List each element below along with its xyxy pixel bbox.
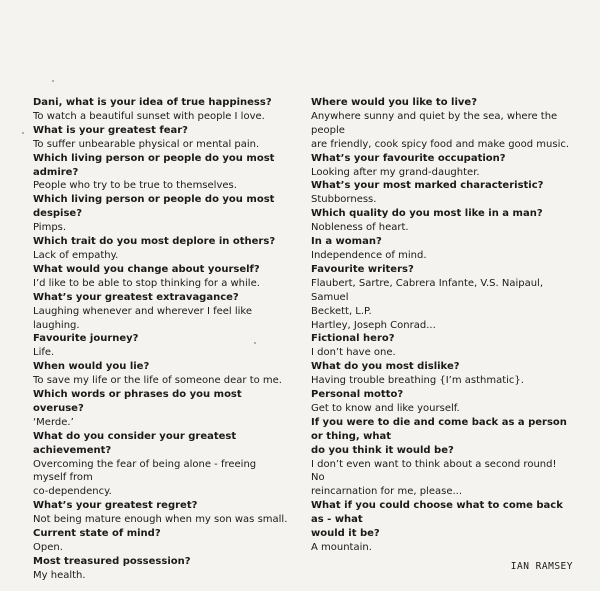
qa-item <box>33 235 288 263</box>
qa-item <box>311 499 573 555</box>
qa-item <box>311 332 573 360</box>
question-line: do you think it would be? <box>311 444 454 456</box>
answer-line: Flaubert, Sartre, Cabrera Infante, V.S. Naipaul, Samuel <box>311 277 544 303</box>
qa-item <box>311 96 573 152</box>
question: Favourite writers? <box>311 263 414 275</box>
qa-item <box>33 291 288 333</box>
qa-item <box>311 263 573 333</box>
qa-item <box>33 499 288 527</box>
question: What’s your favourite occupation? <box>311 152 506 164</box>
answer: I’d like to be able to stop thinking for a while. <box>33 277 260 289</box>
answer: A mountain. <box>311 542 372 553</box>
question: Fictional hero? <box>311 333 395 345</box>
answer-line: are friendly, cook spicy food and make good music. <box>311 138 570 150</box>
question: What’s your most marked characteristic? <box>311 180 544 192</box>
qa-item <box>33 555 288 583</box>
question: Personal motto? <box>311 389 404 401</box>
question: Most treasured possession? <box>33 555 191 567</box>
question-line: What if you could choose what to come back as - what <box>311 500 563 526</box>
qa-item <box>311 235 573 263</box>
answer-line: Anywhere sunny and quiet by the sea, where the people <box>311 110 558 136</box>
answer: Looking after my grand-daughter. <box>311 166 480 178</box>
answer: To watch a beautiful sunset with people I love. <box>33 110 265 122</box>
answer-line: reincarnation for me, please... <box>311 486 463 498</box>
answer: To save my life or the life of someone dear to me. <box>33 375 282 387</box>
left-column <box>33 96 288 583</box>
question: What is your greatest fear? <box>33 124 188 136</box>
answer: Not being mature enough when my son was small. <box>33 514 288 526</box>
answer: Independence of mind. <box>311 249 427 261</box>
question: What do you most dislike? <box>311 361 460 373</box>
qa-item <box>311 388 573 416</box>
answer-line: I don’t even want to think about a second round! No <box>311 458 557 484</box>
question: What would you change about yourself? <box>33 263 260 275</box>
qa-item <box>33 332 288 360</box>
question: Dani, what is your idea of true happiness? <box>33 97 272 108</box>
answer: Laughing whenever and wherever I feel like laughing. <box>33 305 253 331</box>
answer-line: Hartley, Joseph Conrad... <box>311 319 436 331</box>
question: In a woman? <box>311 236 382 248</box>
qa-item <box>33 360 288 388</box>
qa-item <box>311 207 573 235</box>
answer: Nobleness of heart. <box>311 222 409 234</box>
question: What’s your greatest regret? <box>33 500 198 512</box>
qa-item <box>33 96 288 124</box>
qa-item <box>311 360 573 388</box>
qa-item <box>33 527 288 555</box>
qa-item <box>311 416 573 499</box>
answer: Stubborness. <box>311 194 377 206</box>
answer: Open. <box>33 542 63 553</box>
qa-item <box>33 430 288 500</box>
question: Which words or phrases do you most overuse? <box>33 389 242 414</box>
answer: My health. <box>33 569 86 581</box>
answer: Having trouble breathing {I’m asthmatic}. <box>311 375 524 387</box>
right-column <box>311 96 573 583</box>
speck <box>52 80 54 82</box>
question: Which living person or people do you most despise? <box>33 194 275 220</box>
question: When would you lie? <box>33 361 150 373</box>
answer: To suffer unbearable physical or mental pain. <box>33 138 260 150</box>
answer: ‘Merde.’ <box>33 416 74 428</box>
qa-item <box>33 193 288 235</box>
answer-line: Beckett, L.P. <box>311 305 372 317</box>
question: Which trait do you most deplore in others? <box>33 236 276 248</box>
question: Favourite journey? <box>33 333 139 345</box>
question-line: If you were to die and come back as a person or thing, what <box>311 416 567 442</box>
answer-line: co-dependency. <box>33 486 112 498</box>
answer: Lack of empathy. <box>33 249 119 261</box>
question: What do you consider your greatest achievement? <box>33 430 237 456</box>
speck <box>22 132 24 134</box>
answer: People who try to be true to themselves. <box>33 180 237 192</box>
answer: Get to know and like yourself. <box>311 402 460 414</box>
qa-item <box>311 152 573 180</box>
question: Which living person or people do you most admire? <box>33 152 275 178</box>
answer-line: Overcoming the fear of being alone - freeing myself from <box>33 458 257 484</box>
question: Current state of mind? <box>33 528 161 540</box>
qa-item <box>33 388 288 430</box>
answer: Pimps. <box>33 222 67 234</box>
question-line: would it be? <box>311 528 380 540</box>
qa-item <box>33 152 288 194</box>
answer: I don’t have one. <box>311 347 396 359</box>
author-signature: IAN RAMSEY <box>510 560 573 572</box>
question: Which quality do you most like in a man? <box>311 208 543 220</box>
qa-item <box>311 179 573 207</box>
qa-item <box>33 263 288 291</box>
question: What’s your greatest extravagance? <box>33 291 239 303</box>
answer: Life. <box>33 347 55 359</box>
question: Where would you like to live? <box>311 97 478 108</box>
qa-item <box>33 124 288 152</box>
